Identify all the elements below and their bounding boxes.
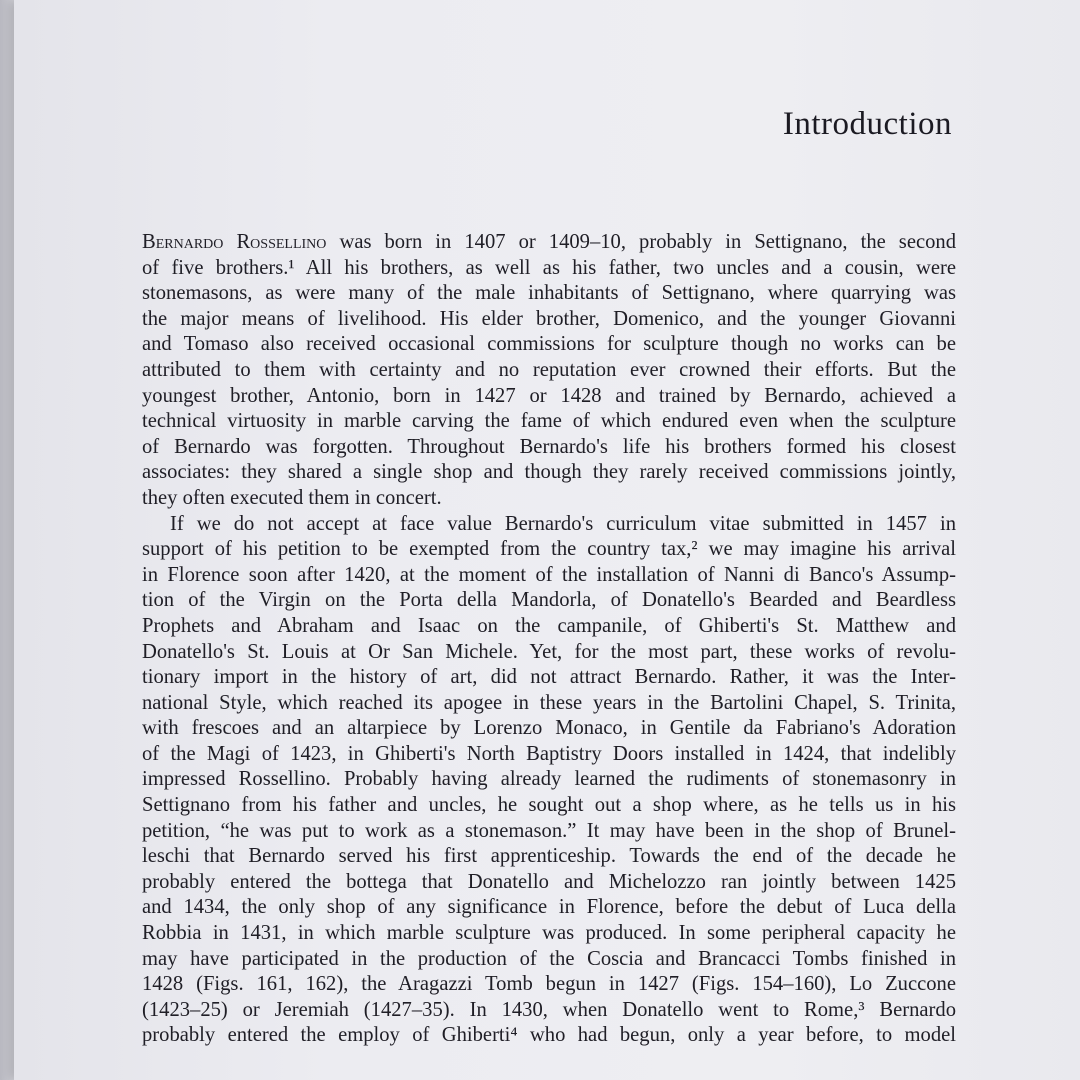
text-line: impressed Rossellino. Probably having already learned the rudiments of stonemasonry in — [142, 768, 956, 791]
text-line: in Florence soon after 1420, at the moment of the installation of Nanni di Banco's Assump- — [142, 563, 956, 586]
text-line: of five brothers.¹ All his brothers, as well as his father, two uncles and a cousin, were — [142, 256, 956, 279]
text-line: attributed to them with certainty and no reputation ever crowned their efforts. But the — [142, 358, 956, 381]
text-line: Bernardo Rossellino was born in 1407 or 1409–10, probably in Settignano, the second — [142, 231, 956, 253]
text-line: leschi that Bernardo served his first apprenticeship. Towards the end of the decade he — [142, 845, 956, 868]
book-gutter — [0, 0, 14, 1080]
text-line: with frescoes and an altarpiece by Lorenzo Monaco, in Gentile da Fabriano's Adoration — [142, 717, 956, 740]
text-line: Robbia in 1431, in which marble sculpture was produced. In some peripheral capacity he — [142, 922, 956, 945]
text-line: the major means of livelihood. His elder brother, Domenico, and the younger Giovanni — [142, 307, 956, 330]
text-line: support of his petition to be exempted from the country tax,² we may imagine his arrival — [142, 538, 956, 561]
text-line: (1423–25) or Jeremiah (1427–35). In 1430, when Donatello went to Rome,³ Bernardo — [142, 998, 956, 1021]
lead-name: Bernardo Rossellino — [142, 231, 327, 253]
text-line: of Bernardo was forgotten. Throughout Bernardo's life his brothers formed his closest — [142, 435, 956, 458]
text-line: Donatello's St. Louis at Or San Michele. Yet, for the most part, these works of revolu- — [142, 640, 956, 663]
text-line: technical virtuosity in marble carving the fame of which endured even when the sculpture — [142, 410, 956, 433]
text-line: may have participated in the production of the Coscia and Brancacci Tombs finished in — [142, 947, 956, 970]
text-line: tionary import in the history of art, did not attract Bernardo. Rather, it was the Inter- — [142, 666, 956, 689]
text-line: and 1434, the only shop of any significance in Florence, before the debut of Luca della — [142, 896, 956, 919]
text-line: stonemasons, as were many of the male inhabitants of Settignano, where quarrying was — [142, 282, 956, 305]
text-line: associates: they shared a single shop and though they rarely received commissions jointly, — [142, 461, 956, 484]
text-line: probably entered the bottega that Donatello and Michelozzo ran jointly between 1425 — [142, 870, 956, 893]
text-line: of the Magi of 1423, in Ghiberti's North Baptistry Doors installed in 1424, that indelibly — [142, 742, 956, 765]
text-line: Prophets and Abraham and Isaac on the campanile, of Ghiberti's St. Matthew and — [142, 614, 956, 637]
text-line: they often executed them in concert. — [142, 486, 442, 509]
paragraph-1 — [142, 230, 956, 512]
paragraph-2 — [142, 512, 956, 1049]
text-line: and Tomaso also received occasional commissions for sculpture though no works can be — [142, 333, 956, 356]
text-line: If we do not accept at face value Bernardo's curriculum vitae submitted in 1457 in — [170, 512, 956, 535]
text-line: tion of the Virgin on the Porta della Mandorla, of Donatello's Bearded and Beardless — [142, 589, 956, 612]
body-text — [142, 230, 956, 1049]
text-line: national Style, which reached its apogee in these years in the Bartolini Chapel, S. Trinita, — [142, 691, 956, 714]
text-line: youngest brother, Antonio, born in 1427 or 1428 and trained by Bernardo, achieved a — [142, 384, 956, 407]
page-title: Introduction — [782, 106, 952, 142]
book-page — [14, 0, 1080, 1080]
text-line: 1428 (Figs. 161, 162), the Aragazzi Tomb begun in 1427 (Figs. 154–160), Lo Zuccone — [142, 973, 956, 996]
text-line: probably entered the employ of Ghiberti⁴ who had begun, only a year before, to model — [142, 1024, 956, 1047]
text-line: Settignano from his father and uncles, he sought out a shop where, as he tells us in his — [142, 794, 956, 817]
text-line: petition, “he was put to work as a stonemason.” It may have been in the shop of Brunel- — [142, 819, 956, 842]
